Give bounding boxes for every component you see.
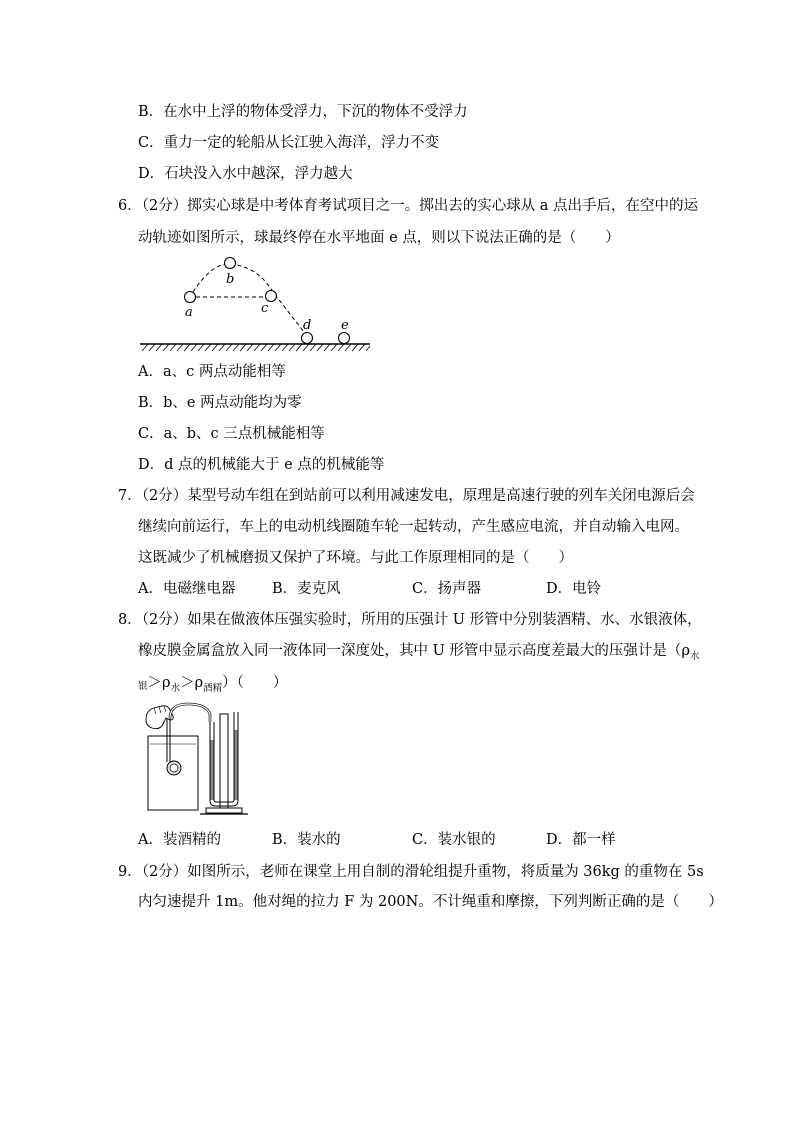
rho-symbol-2: ρ xyxy=(162,675,171,691)
u-tube-board xyxy=(220,714,228,808)
q6-option-b: B．b、e 两点动能均为零 xyxy=(138,395,302,411)
q6-trajectory-figure xyxy=(138,252,378,356)
q7-stem-line2: 继续向前运行，车上的电动机线圈随车轮一起转动，产生感应电流，并自动输入电网。 xyxy=(138,519,689,535)
q9-stem-line1: 9．（2分）如图所示，老师在课堂上用自制的滑轮组提升重物，将质量为 36kg 的重物在 5s xyxy=(118,864,704,880)
q7-option-a: A．电磁继电器 xyxy=(138,581,236,597)
q6-option-c: C．a、b、c 三点机械能相等 xyxy=(138,426,325,442)
rho-symbol-1: ρ xyxy=(681,643,690,659)
label-b: b xyxy=(226,272,235,287)
q8-stem-line1: 8．（2分）如果在做液体压强实验时，所用的压强计 U 形管中分别装酒精、水、水银液体， xyxy=(118,612,702,628)
q8-stem-line3 xyxy=(138,673,287,695)
label-c: c xyxy=(261,301,269,316)
ball-a xyxy=(185,292,196,303)
sub-shui: 水 xyxy=(689,651,700,662)
q5-option-d: D．石块没入水中越深，浮力越大 xyxy=(138,166,353,182)
ball-e xyxy=(339,333,350,344)
q6-stem-line2: 动轨迹如图所示，球最终停在水平地面 e 点，则以下说法正确的是（ ） xyxy=(138,230,620,246)
q6-option-a: A．a、c 两点动能相等 xyxy=(138,364,286,380)
stand-base xyxy=(206,808,242,813)
q7-option-d: D．电铃 xyxy=(546,581,602,597)
q8-pressure-gauge-figure xyxy=(140,700,260,822)
q8-close-paren: ）（ ） xyxy=(222,675,288,691)
sub-jiujing: 酒精 xyxy=(203,683,223,694)
gt-symbol-1: ＞ xyxy=(147,675,163,691)
rho-symbol-3: ρ xyxy=(194,675,204,691)
label-e: e xyxy=(341,318,349,333)
q5-option-b: B．在水中上浮的物体受浮力，下沉的物体不受浮力 xyxy=(138,104,468,120)
ball-b xyxy=(225,258,236,269)
sub-shui-2: 水 xyxy=(170,683,181,694)
q8-option-b: B．装水的 xyxy=(272,832,341,848)
q6-option-d: D．d 点的机械能大于 e 点的机械能等 xyxy=(138,457,385,473)
ball-c xyxy=(266,291,277,302)
q5-option-c: C．重力一定的轮船从长江驶入海洋，浮力不变 xyxy=(138,135,440,151)
ground-hatching xyxy=(142,344,370,351)
q7-option-b: B．麦克风 xyxy=(272,581,341,597)
label-a: a xyxy=(185,305,193,320)
q8-option-c: C．装水银的 xyxy=(412,832,496,848)
sub-yin: 银 xyxy=(138,681,148,692)
q8-option-d: D．都一样 xyxy=(546,832,616,848)
label-d: d xyxy=(303,318,312,333)
q7-stem-line1: 7．（2分）某型号动车组在到站前可以利用减速发电，原理是高速行驶的列车关闭电源后会 xyxy=(118,488,695,504)
q7-stem-line3: 这既减少了机械磨损又保护了环境。与此工作原理相同的是（ ） xyxy=(138,550,573,566)
trajectory-path xyxy=(193,264,304,332)
q8-stem-line2 xyxy=(138,641,699,663)
q6-stem-line1: 6．（2分）掷实心球是中考体育考试项目之一。掷出去的实心球从 a 点出手后，在空中的运 xyxy=(118,198,699,214)
q7-option-c: C．扬声器 xyxy=(412,581,482,597)
q8-stem-line2-text: 橡皮膜金属盒放入同一液体同一深度处，其中 U 形管中显示高度差最大的压强计是（ xyxy=(138,643,682,659)
ball-d xyxy=(302,333,313,344)
gt-symbol-2: ＞ xyxy=(180,675,195,691)
q8-option-a: A．装酒精的 xyxy=(138,832,221,848)
q9-stem-line2: 内匀速提升 1m。他对绳的拉力 F 为 200N。不计绳重和摩擦，下列判断正确的是（ ） xyxy=(138,894,723,910)
